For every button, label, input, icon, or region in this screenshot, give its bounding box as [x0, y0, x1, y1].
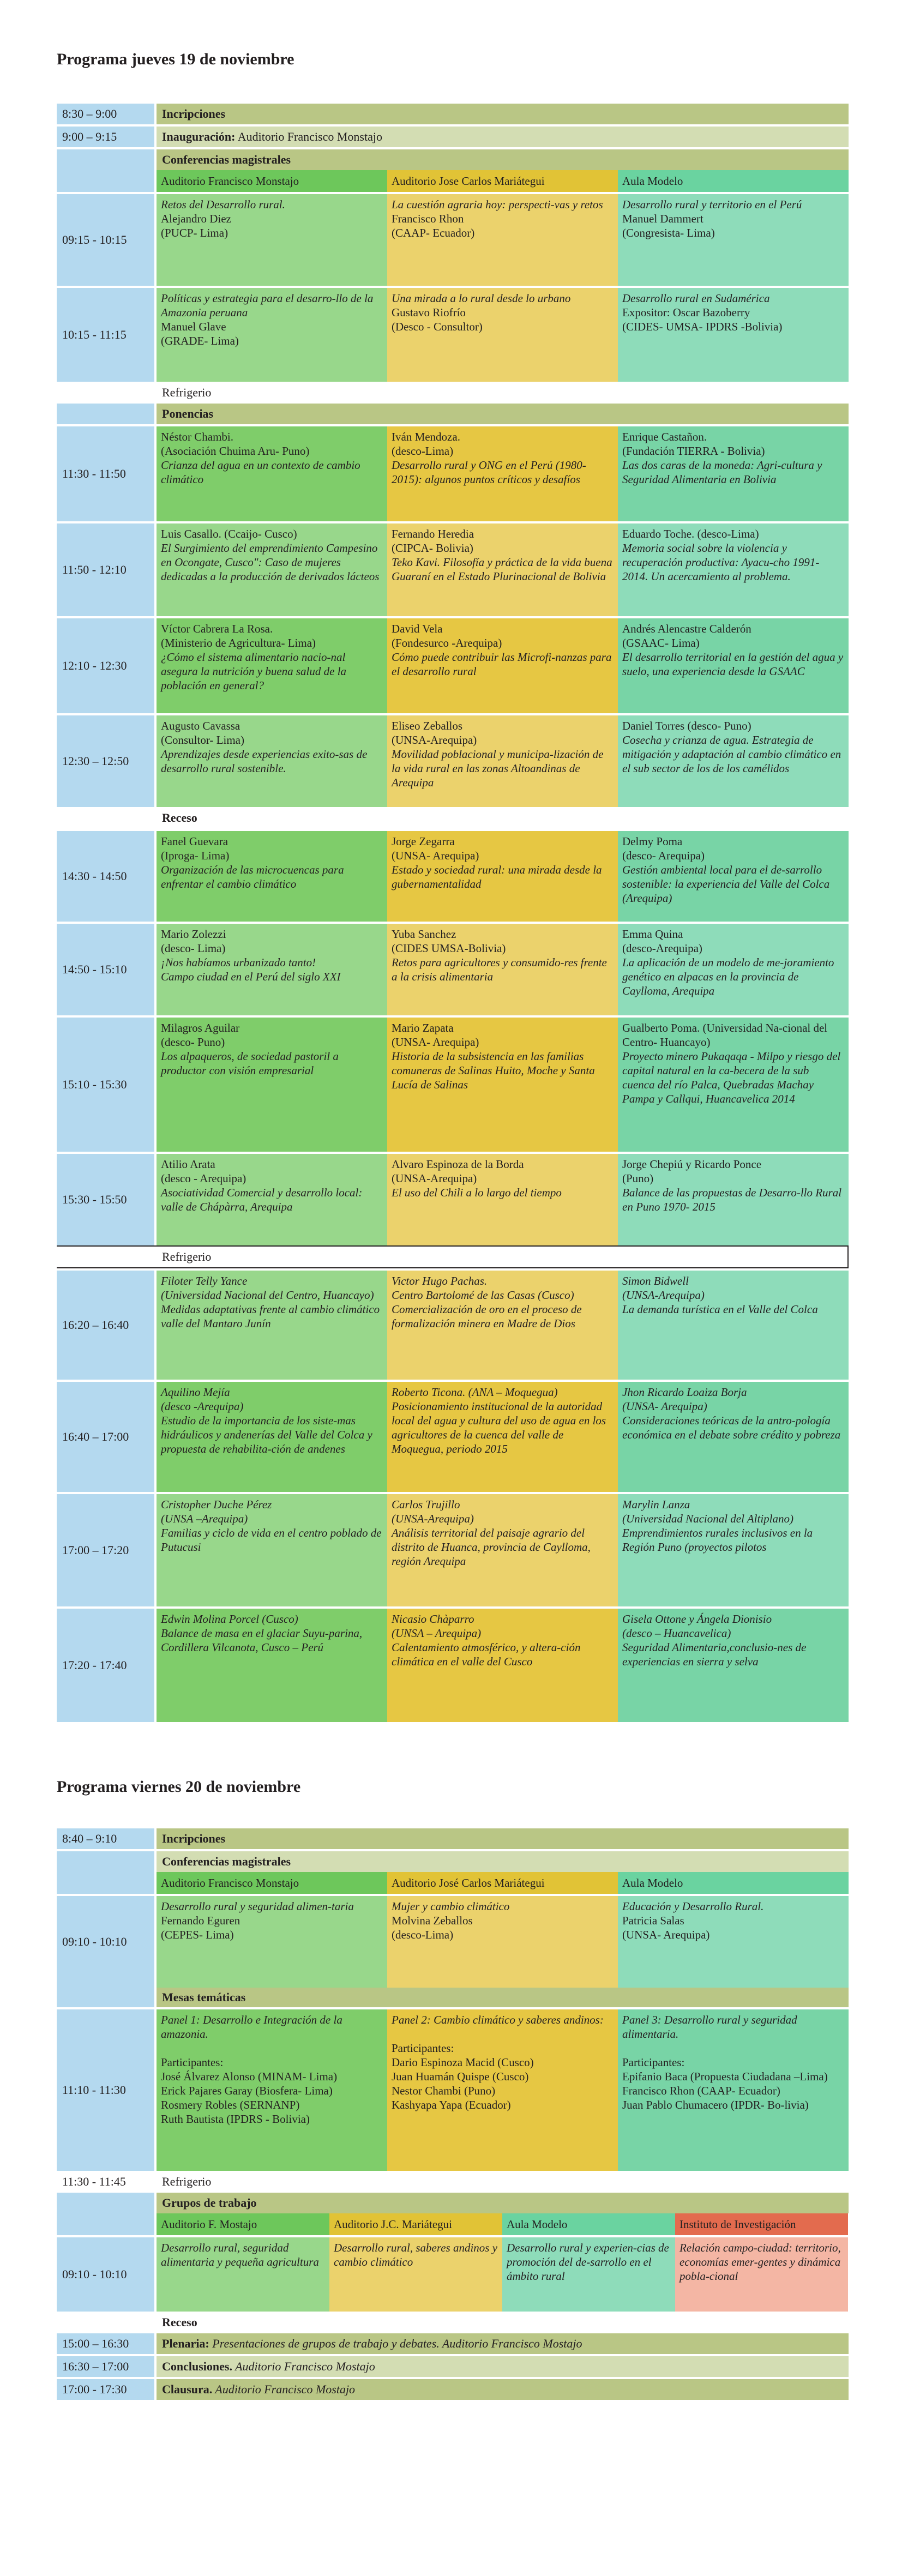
time-cell: 16:30 – 17:00	[57, 2356, 157, 2377]
cell-rest: Expositor: Oscar Bazoberry (CIDES- UMSA- IPDRS -Bolivia)	[622, 306, 783, 333]
cell-name: Delmy Poma (desco- Arequipa)	[622, 835, 705, 862]
cell-rest: Fernando Eguren (CEPES- Lima)	[161, 1914, 240, 1941]
time-cell: 09:15 - 10:15	[57, 194, 157, 286]
cell-title: Balance de las propuestas de Desarro-llo Rural en Puno 1970- 2015	[622, 1186, 842, 1213]
label-text: Auditorio Francisco Mostajo	[212, 2382, 356, 2396]
rooms-header	[57, 170, 849, 192]
cell-name: Mario Zapata (UNSA- Arequipa)	[392, 1021, 479, 1049]
cell-name: Fernando Heredia (CIPCA- Bolivia)	[392, 527, 474, 555]
session-cell: Marylin Lanza (Universidad Nacional del Altiplano) Emprendimientos rurales inclusivos en la Región Puno (proyectos pilotos	[618, 1494, 849, 1606]
cell-title: Cosecha y crianza de agua. Estrategia de mitigación y adaptación al cambio climático en el sub sector de los de los camélidos	[622, 733, 841, 775]
session-cell	[387, 523, 618, 616]
session-cell: Aquilino Mejía (desco -Arequipa) Estudio de la importancia de los siste-mas hidráulicos y andenerías del Valle del Colca y propuesta de rehabilita-ción de andenes	[157, 1382, 387, 1492]
cell-rest: Francisco Rhon (CAAP- Ecuador)	[392, 212, 475, 239]
room-name: Auditorio Francisco Monstajo	[157, 170, 387, 192]
row-label: Mesas temáticas	[157, 1988, 849, 2007]
grupos-header	[57, 2193, 849, 2213]
time-cell: 11:30 - 11:50	[57, 426, 157, 521]
cell-name: Iván Mendoza. (desco-Lima)	[392, 430, 460, 458]
row-label	[157, 2333, 849, 2354]
ponencia-row	[57, 1152, 849, 1245]
day-title: Programa viernes 20 de noviembre	[57, 1778, 301, 1796]
inscripciones-row	[57, 104, 849, 124]
session-cell	[618, 1896, 849, 1988]
label-bold: Plenaria:	[162, 2337, 209, 2350]
ponencia-row	[57, 1015, 849, 1152]
cell-name: Eliseo Zeballos (UNSA-Arequipa)	[392, 719, 477, 747]
session-cell: Carlos Trujillo (UNSA-Arequipa) Análisis territorial del paisaje agrario del distrito de Huanca, provincia de Caylloma, región Arequipa	[387, 1494, 618, 1606]
session-cell: Victor Hugo Pachas. Centro Bartolomé de las Casas (Cusco) Comercialización de oro en el proceso de formalización minera en Madre de Dios	[387, 1271, 618, 1380]
session-cell	[618, 618, 849, 713]
session-cell	[157, 194, 387, 286]
cell-name: Mario Zolezzi (desco- Lima)	[161, 928, 226, 955]
label-text: Auditorio Francisco Monstajo	[235, 130, 382, 143]
session-cell	[157, 715, 387, 807]
row-label	[157, 2356, 849, 2377]
time-cell: 09:10 - 10:10	[57, 1896, 157, 1988]
cell-title: Estado y sociedad rural: una mirada desde la gubernamentalidad	[392, 863, 602, 890]
group-cell: Relación campo-ciudad: territorio, economías emer-gentes y dinámica pobla-cional	[675, 2237, 848, 2312]
time-cell: 8:30 – 9:00	[57, 104, 157, 124]
cell-rest: Gustavo Riofrío (Desco - Consultor)	[392, 306, 483, 333]
cell-title: El desarrollo territorial en la gestión del agua y suelo, una experiencia desde la GSAAC	[622, 651, 844, 678]
cell-title: Memoria social sobre la violencia y recuperación productiva: Ayacu-cho 1991-2014. Un acercamiento al problema.	[622, 541, 820, 583]
cell-title: El Surgimiento del emprendimiento Campesino en Ocongate, Cusco": Caso de mujeres dedicadas a la producción de derivados lácteos	[161, 541, 380, 583]
row-label: Receso	[157, 2312, 849, 2333]
label-text: Presentaciones de grupos de trabajo y debates. Auditorio Francisco Mostajo	[209, 2337, 582, 2350]
ponencias-header	[57, 404, 849, 424]
row-label: Grupos de trabajo	[157, 2193, 849, 2213]
cell-name: Enrique Castañon. (Fundación TIERRA - Bolivia)	[622, 430, 765, 458]
session-cell	[618, 1154, 849, 1245]
time-cell	[57, 1872, 157, 1894]
cell-title: Una mirada a lo rural desde lo urbano	[392, 292, 571, 305]
ponencia-row	[57, 1606, 849, 1722]
row-label: Conferencias magistrales	[157, 1851, 849, 1872]
row-label: Incripciones	[157, 1828, 849, 1849]
label-bold: Inauguración:	[162, 130, 236, 143]
cell-name: Eduardo Toche. (desco-Lima)	[622, 527, 759, 540]
cell-rest: Alejandro Diez (PUCP- Lima)	[161, 212, 231, 239]
cell-title: Aprendizajes desde experiencias exito-sas de desarrollo rural sostenible.	[161, 748, 368, 775]
refrigerio-row	[57, 1245, 849, 1268]
plenaria-row	[57, 2333, 849, 2354]
session-cell: Roberto Ticona. (ANA – Moquegua) Posicionamiento institucional de la autoridad local del agua y cultura del uso de agua en los agricultores de la cuenca del valle de Moquegua, periodo 2015	[387, 1382, 618, 1492]
ponencia-row	[57, 616, 849, 713]
session-cell: Edwin Molina Porcel (Cusco) Balance de masa en el glaciar Suyu-parina, Cordillera Vilcanota, Cusco – Perú	[157, 1609, 387, 1722]
time-cell	[57, 404, 157, 424]
room-name: Auditorio José Carlos Mariátegui	[387, 1872, 618, 1894]
session-cell	[157, 1018, 387, 1152]
session-cell	[157, 1154, 387, 1245]
row-label: Ponencias	[157, 404, 849, 424]
session-cell	[387, 1154, 618, 1245]
cell-name: Fanel Guevara (Iproga- Lima)	[161, 835, 230, 862]
time-cell: 11:10 - 11:30	[57, 2009, 157, 2171]
row-label: Receso	[157, 807, 849, 829]
session-cell	[618, 831, 849, 922]
session-cell	[157, 1896, 387, 1988]
session-cell	[618, 426, 849, 521]
cell-rest: Patricia Salas (UNSA- Arequipa)	[622, 1914, 710, 1941]
receso-row	[57, 2312, 849, 2333]
session-cell	[618, 2009, 849, 2171]
cell-name: Atilio Arata (desco - Arequipa)	[161, 1158, 246, 1185]
cell-name: Víctor Cabrera La Rosa. (Ministerio de Agricultura- Lima)	[161, 622, 316, 649]
time-cell: 16:20 – 16:40	[57, 1271, 157, 1380]
time-cell	[57, 2312, 157, 2333]
time-cell: 17:20 - 17:40	[57, 1609, 157, 1722]
cell-name: Luis Casallo. (Ccaijo- Cusco)	[161, 527, 297, 540]
time-cell: 11:30 - 11:45	[57, 2171, 157, 2193]
session-cell	[387, 288, 618, 382]
ponencia-row	[57, 521, 849, 616]
cell-title: Políticas y estrategia para el desarro-llo de la Amazonia peruana	[161, 292, 374, 319]
group-cell: Desarrollo rural, seguridad alimentaria y pequeña agricultura	[157, 2237, 329, 2312]
refrigerio-row	[57, 2171, 849, 2193]
room-name: Aula Modelo	[502, 2213, 675, 2235]
row-label: Refrigerio	[157, 1247, 847, 1267]
session-cell	[157, 618, 387, 713]
inauguracion-row	[57, 127, 849, 147]
room-name: Aula Modelo	[618, 170, 849, 192]
cell-title: El uso del Chili a lo largo del tiempo	[392, 1186, 562, 1199]
session-cell	[387, 924, 618, 1015]
time-cell	[57, 382, 157, 404]
cell-rest: Manuel Glave (GRADE- Lima)	[161, 320, 239, 347]
cell-name: Andrés Alencastre Calderón (GSAAC- Lima)	[622, 622, 751, 649]
schedule-table	[57, 1828, 849, 2402]
ponencia-row	[57, 424, 849, 521]
time-cell	[57, 170, 157, 192]
time-cell: 9:00 – 9:15	[57, 127, 157, 147]
inscripciones-row	[57, 1828, 849, 1849]
cell-title: Las dos caras de la moneda: Agri-cultura y Seguridad Alimentaria en Bolivia	[622, 459, 822, 486]
cell-name: Néstor Chambi. (Asociación Chuima Aru- Puno)	[161, 430, 310, 458]
ponencia-row	[57, 829, 849, 922]
time-cell	[57, 149, 157, 170]
cell-title: Desarrollo rural y seguridad alimen-taria	[161, 1900, 354, 1913]
cell-title: ¿Cómo el sistema alimentario nacio-nal asegura la nutrición y buena salud de la población en general?	[161, 651, 347, 692]
time-cell: 12:30 – 12:50	[57, 715, 157, 807]
session-cell: Simon Bidwell (UNSA-Arequipa) La demanda turística en el Valle del Colca	[618, 1271, 849, 1380]
session-cell	[387, 1018, 618, 1152]
cell-title: Los alpaqueros, de sociedad pastoril a productor con visión empresarial	[161, 1050, 339, 1077]
row-label: Conferencias magistrales	[157, 149, 849, 170]
clausura-row	[57, 2379, 849, 2400]
label-bold: Conclusiones.	[162, 2360, 232, 2373]
conferencias-header	[57, 149, 849, 170]
time-cell	[57, 1851, 157, 1872]
cell-name: Augusto Cavassa (Consultor- Lima)	[161, 719, 244, 747]
cell-name: David Vela (Fondesurco -Arequipa)	[392, 622, 502, 649]
session-cell	[157, 523, 387, 616]
room-name: Auditorio Jose Carlos Mariátegui	[387, 170, 618, 192]
room-name: Instituto de Investigación	[675, 2213, 848, 2235]
session-cell: Jhon Ricardo Loaiza Borja (UNSA- Arequipa) Consideraciones teóricas de la antro-pología económica en el debate sobre crédito y pobreza	[618, 1382, 849, 1492]
cell-title: Movilidad poblacional y municipa-lización de la vida rural en las zonas Altoandinas de Arequipa	[392, 748, 604, 789]
session-cell: Cristopher Duche Pérez (UNSA –Arequipa) Familias y ciclo de vida en el centro poblado de Putucusi	[157, 1494, 387, 1606]
cell-title: La aplicación de un modelo de me-joramiento genético en alpacas en la provincia de Caylloma, Arequipa	[622, 956, 834, 997]
ponencia-row	[57, 922, 849, 1015]
room-name: Auditorio Francisco Monstajo	[157, 1872, 387, 1894]
cell-title: Desarrollo rural y territorio en el Perú	[622, 198, 802, 211]
label-bold: Clausura.	[162, 2382, 213, 2396]
cell-title: Panel 3: Desarrollo rural y seguridad alimentaria.	[622, 2013, 797, 2041]
session-cell	[157, 831, 387, 922]
time-cell: 16:40 – 17:00	[57, 1382, 157, 1492]
cell-name: Jorge Chepiú y Ricardo Ponce (Puno)	[622, 1158, 762, 1185]
ponencia-row	[57, 713, 849, 807]
session-cell	[618, 523, 849, 616]
session-cell	[157, 924, 387, 1015]
room-name: Auditorio J.C. Mariátegui	[329, 2213, 502, 2235]
rooms-header	[57, 1872, 849, 1894]
row-label	[157, 127, 849, 147]
time-cell: 11:50 - 12:10	[57, 523, 157, 616]
cell-title: ¡Nos habíamos urbanizado tanto! Campo ciudad en el Perú del siglo XXI	[161, 956, 341, 983]
cell-rest: Participantes: Dario Espinoza Macid (Cusco) Juan Huamán Quispe (Cusco) Nestor Chambi (Puno) Kashyapa Yapa (Ecuador)	[392, 2042, 534, 2111]
cell-name: Daniel Torres (desco- Puno)	[622, 719, 751, 732]
session-cell	[618, 1018, 849, 1152]
label-text: Auditorio Francisco Mostajo	[232, 2360, 375, 2373]
conference-row	[57, 286, 849, 382]
time-cell	[57, 807, 157, 829]
session-cell: Filoter Telly Yance (Universidad Nacional del Centro, Huancayo) Medidas adaptativas frente al cambio climático valle del Mantaro Junín	[157, 1271, 387, 1380]
cell-rest: Molvina Zeballos (desco-Lima)	[392, 1914, 473, 1941]
session-cell	[387, 831, 618, 922]
grupos-rooms	[57, 2213, 849, 2235]
row-label: Refrigerio	[157, 2171, 849, 2193]
cell-rest: Participantes: Epifanio Baca (Propuesta Ciudadana –Lima) Francisco Rhon (CAAP- Ecuador) Juan Pablo Chumacero (IPDR- Bo-livia)	[622, 2056, 828, 2111]
time-cell: 15:00 – 16:30	[57, 2333, 157, 2354]
cell-title: Desarrollo rural en Sudamérica	[622, 292, 770, 305]
cell-title: Retos para agricultores y consumido-res frente a la crisis alimentaria	[392, 956, 607, 983]
cell-title: Proyecto minero Pukaqaqa - Milpo y riesgo del capital natural en la ca-becera de la sub cuenca del río Palca, Quebradas Machay Pampa y Callqui, Huancavelica 2014	[622, 1050, 841, 1105]
ponencia-row	[57, 1380, 849, 1492]
cell-title: Teko Kavi. Filosofía y práctica de la vida buena Guaraní en el Estado Plurinacional de Bolivia	[392, 556, 612, 583]
room-name: Aula Modelo	[618, 1872, 849, 1894]
session-cell	[387, 2009, 618, 2171]
time-cell: 14:30 - 14:50	[57, 831, 157, 922]
cell-title: Asociatividad Comercial y desarrollo local: valle de Chápàrra, Arequipa	[161, 1186, 363, 1213]
refrigerio-row	[57, 382, 849, 404]
room-name: Auditorio F. Mostajo	[157, 2213, 329, 2235]
session-cell	[618, 924, 849, 1015]
cell-name: Yuba Sanchez (CIDES UMSA-Bolivia)	[392, 928, 506, 955]
time-cell: 8:40 – 9:10	[57, 1828, 157, 1849]
time-cell: 12:10 - 12:30	[57, 618, 157, 713]
row-label	[157, 2379, 849, 2400]
session-cell: Gisela Ottone y Ángela Dionisio (desco – Huancavelica) Seguridad Alimentaria,conclusio-nes de experiencias en sierra y selva	[618, 1609, 849, 1722]
cell-name: Milagros Aguilar (desco- Puno)	[161, 1021, 240, 1049]
time-cell: 17:00 - 17:30	[57, 2379, 157, 2400]
row-label: Incripciones	[157, 104, 849, 124]
cell-rest: Participantes: José Álvarez Alonso (MINAM- Lima) Erick Pajares Garay (Biosfera- Lima) Rosmery Robles (SERNANP) Ruth Bautista (IPDRS - Bolivia)	[161, 2056, 338, 2126]
session-cell: Nicasio Chàparro (UNSA – Arequipa) Calentamiento atmosférico, y altera-ción climática en el valle del Cusco	[387, 1609, 618, 1722]
conferencias-header	[57, 1851, 849, 1872]
conference-row	[57, 192, 849, 286]
cell-title: Historia de la subsistencia en las familias comuneras de Salinas Huito, Moche y Santa Lucía de Salinas	[392, 1050, 595, 1091]
time-cell	[57, 1247, 157, 1267]
grupos-row	[57, 2235, 849, 2312]
time-cell	[57, 2193, 157, 2213]
group-cell: Desarrollo rural, saberes andinos y cambio climático	[329, 2237, 502, 2312]
cell-title: La cuestión agraria hoy: perspecti-vas y retos	[392, 198, 603, 211]
cell-name: Emma Quina (desco-Arequipa)	[622, 928, 702, 955]
time-cell: 09:10 - 10:10	[57, 2237, 157, 2312]
session-cell	[157, 426, 387, 521]
cell-title: Educación y Desarrollo Rural.	[622, 1900, 764, 1913]
conference-row	[57, 1894, 849, 1988]
cell-title: Panel 1: Desarrollo e Integración de la amazonia.	[161, 2013, 342, 2041]
time-cell: 15:10 - 15:30	[57, 1018, 157, 1152]
session-cell	[618, 194, 849, 286]
cell-name: Jorge Zegarra (UNSA- Arequipa)	[392, 835, 479, 862]
cell-title: Organización de las microcuencas para enfrentar el cambio climático	[161, 863, 344, 890]
cell-title: Gestión ambiental local para el de-sarrollo sostenible: la experiencia del Valle del Colca (Arequipa)	[622, 863, 830, 905]
session-cell	[618, 288, 849, 382]
group-cell: Desarrollo rural y experien-cias de promoción del de-sarrollo en el ámbito rural	[502, 2237, 675, 2312]
time-cell: 15:30 - 15:50	[57, 1154, 157, 1245]
session-cell	[387, 194, 618, 286]
session-cell	[157, 2009, 387, 2171]
cell-title: Crianza del agua en un contexto de cambio climático	[161, 459, 360, 486]
cell-title: Cómo puede contribuir las Microfi-nanzas para el desarrollo rural	[392, 651, 612, 678]
time-cell: 14:50 - 15:10	[57, 924, 157, 1015]
session-cell	[387, 618, 618, 713]
cell-rest: Manuel Dammert (Congresista- Lima)	[622, 212, 715, 239]
cell-title: Mujer y cambio climático	[392, 1900, 510, 1913]
time-cell: 10:15 - 11:15	[57, 288, 157, 382]
cell-title: Desarrollo rural y ONG en el Perú (1980-2015): algunos puntos críticos y desafíos	[392, 459, 586, 486]
cell-title: Retos del Desarrollo rural.	[161, 198, 285, 211]
cell-title: Panel 2: Cambio climático y saberes andinos:	[392, 2013, 604, 2026]
conclusiones-row	[57, 2356, 849, 2377]
session-cell	[387, 426, 618, 521]
session-cell	[387, 715, 618, 807]
schedule-table	[57, 104, 849, 1722]
cell-name: Alvaro Espinoza de la Borda (UNSA-Arequipa)	[392, 1158, 524, 1185]
day-title: Programa jueves 19 de noviembre	[57, 50, 294, 68]
mesa-row	[57, 2007, 849, 2171]
time-cell	[57, 2213, 157, 2235]
time-cell: 17:00 – 17:20	[57, 1494, 157, 1606]
mesas-header	[57, 1988, 849, 2007]
cell-name: Gualberto Poma. (Universidad Na-cional del Centro- Huancayo)	[622, 1021, 828, 1049]
session-cell	[157, 288, 387, 382]
ponencia-row	[57, 1492, 849, 1606]
session-cell	[387, 1896, 618, 1988]
receso-row	[57, 807, 849, 829]
row-label: Refrigerio	[157, 382, 849, 404]
time-cell	[57, 1988, 157, 2007]
session-cell	[618, 715, 849, 807]
ponencia-row	[57, 1268, 849, 1380]
